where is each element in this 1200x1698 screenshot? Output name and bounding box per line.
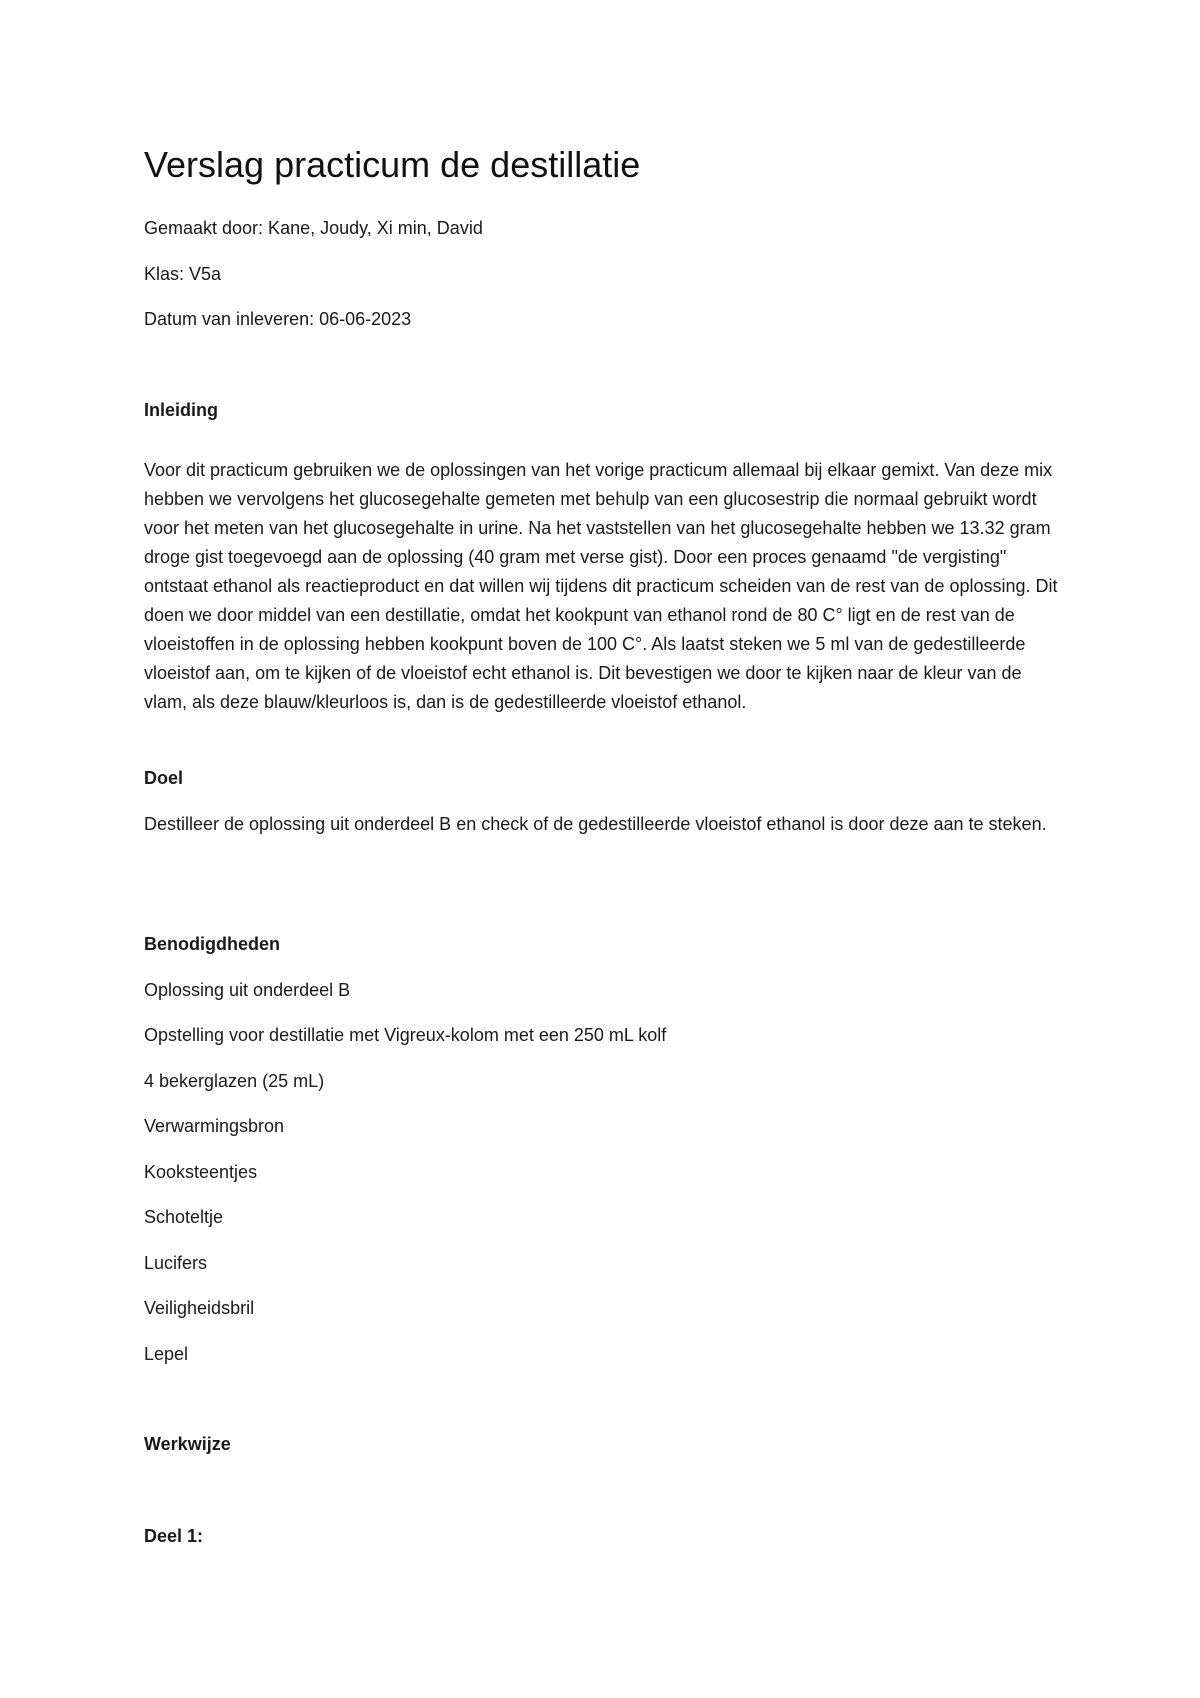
list-item: Oplossing uit onderdeel B bbox=[144, 980, 351, 1000]
introduction-heading: Inleiding bbox=[144, 400, 218, 420]
list-item: Opstelling voor destillatie met Vigreux-kolom met een 250 mL kolf bbox=[144, 1025, 667, 1045]
method-part-1: Deel 1: bbox=[144, 1526, 204, 1546]
method-heading: Werkwijze bbox=[144, 1434, 231, 1454]
goal-text: Destilleer de oplossing uit onderdeel B en check of de gedestilleerde vloeistof ethanol is door deze aan te steken. bbox=[144, 814, 1047, 834]
due-date: Datum van inleveren: 06-06-2023 bbox=[144, 309, 412, 329]
introduction-text: Voor dit practicum gebruiken we de oplossingen van het vorige practicum allemaal bij elkaar gemixt. Van deze mix hebben we vervolgens het glucosegehalte gemeten met behulp van een glucosestrip die normaal gebruikt wordt voor het meten van het glucosegehalte in urine. Na het vaststellen van het glucosegehalte hebben we 13.32 gram droge gist toegevoegd aan de oplossing (40 gram met verse gist). Door een proces genaamd "de vergisting" ontstaat ethanol als reactieproduct en dat willen wij tijdens dit practicum scheiden van de rest van de oplossing. Dit doen we door middel van een destillatie, omdat het kookpunt van ethanol rond de 80 C° ligt en de rest van de vloeistoffen in de oplossing hebben kookpunt boven de 100 C°. Als laatst steken we 5 ml van de gedestilleerde vloeistof aan, om te kijken of de vloeistof echt ethanol is. Dit bevestigen we door te kijken naar de kleur van de vlam, als deze blauw/kleurloos is, dan is de gedestilleerde vloeistof ethanol. bbox=[144, 460, 1058, 712]
document-title: Verslag practicum de destillatie bbox=[144, 144, 641, 185]
list-item: Schoteltje bbox=[144, 1207, 224, 1227]
list-item: Kooksteentjes bbox=[144, 1162, 258, 1182]
class: Klas: V5a bbox=[144, 264, 222, 284]
list-item: Lucifers bbox=[144, 1253, 208, 1273]
list-item: Verwarmingsbron bbox=[144, 1116, 285, 1136]
list-item: Veiligheidsbril bbox=[144, 1298, 255, 1318]
list-item: Lepel bbox=[144, 1344, 189, 1364]
list-item: 4 bekerglazen (25 mL) bbox=[144, 1071, 325, 1091]
materials-heading: Benodigdheden bbox=[144, 934, 280, 954]
made-by: Gemaakt door: Kane, Joudy, Xi min, David bbox=[144, 218, 483, 238]
goal-heading: Doel bbox=[144, 768, 184, 788]
